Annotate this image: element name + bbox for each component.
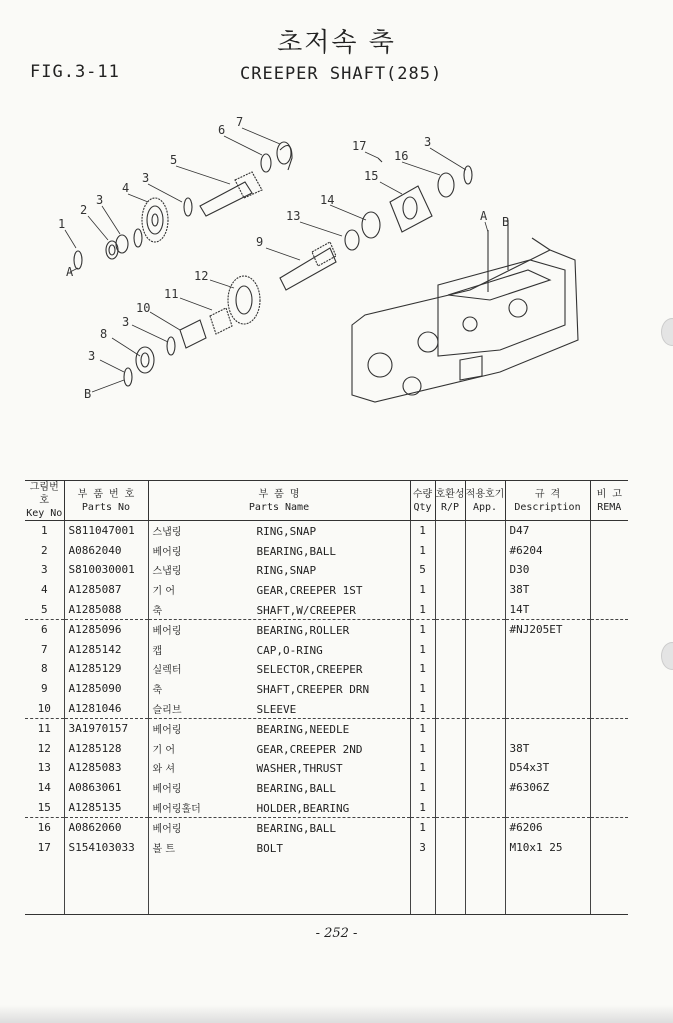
callout-label: B [84, 387, 92, 401]
app-cell [465, 599, 505, 619]
blank-cell [435, 857, 465, 915]
header-parts-no: 부 품 번 호 Parts No [64, 481, 148, 521]
korean-part-name: 볼 트 [152, 843, 175, 855]
app-cell [465, 580, 505, 600]
rp-cell [435, 560, 465, 580]
callout-label: 12 [194, 269, 209, 283]
part-no-cell: S810030001 [64, 560, 148, 580]
english-part-name: RING,SNAP [256, 525, 317, 539]
english-part-name: CAP,O-RING [256, 643, 323, 657]
korean-name-cell [148, 619, 410, 639]
remarks-cell [590, 599, 628, 619]
key-no-cell: 1 [40, 524, 48, 538]
callout-label: 3 [88, 349, 96, 363]
snap-ring-part [74, 251, 82, 269]
key-no-cell: 11 [37, 722, 51, 736]
qty-cell: 1 [410, 640, 435, 660]
blank-cell [590, 857, 628, 915]
callout-labels [58, 115, 509, 401]
korean-part-name: 베어링 [152, 784, 182, 796]
table-row [25, 778, 628, 798]
rp-cell [435, 758, 465, 778]
rp-cell [435, 838, 465, 858]
qty-cell: 1 [410, 817, 435, 837]
callout-label: 13 [286, 209, 301, 223]
table-row [25, 521, 628, 541]
part-no-cell: A1285090 [64, 679, 148, 699]
part-no-cell: A1285142 [64, 640, 148, 660]
callout-label: 17 [352, 139, 367, 153]
app-cell [465, 718, 505, 738]
remarks-cell [590, 698, 628, 718]
korean-part-name: 기 어 [152, 586, 175, 598]
description-cell: 14T [505, 599, 590, 619]
part-no-cell: A0863061 [64, 778, 148, 798]
header-rp: 호환성 R/P [435, 481, 465, 521]
english-part-name: RING,SNAP [256, 564, 317, 578]
table-row [25, 739, 628, 759]
table-row [25, 838, 628, 858]
rp-cell [435, 619, 465, 639]
callout-label: 15 [364, 169, 379, 183]
app-cell [465, 619, 505, 639]
english-part-name: BOLT [256, 841, 283, 855]
rp-cell [435, 541, 465, 561]
korean-part-name: 캡 [152, 645, 163, 657]
key-no-cell: 14 [37, 781, 51, 795]
table-blank-row [25, 857, 628, 915]
callout-label: 7 [236, 115, 244, 129]
app-cell [465, 659, 505, 679]
table-row [25, 599, 628, 619]
creeper-shaft-assembly [74, 142, 292, 269]
korean-name-cell [148, 797, 410, 817]
table-row [25, 679, 628, 699]
part-no-cell: A1285088 [64, 599, 148, 619]
rp-cell [435, 817, 465, 837]
qty-cell: 1 [410, 659, 435, 679]
rp-cell [435, 599, 465, 619]
callout-label: 4 [122, 181, 130, 195]
description-cell: 38T [505, 739, 590, 759]
korean-name-cell [148, 541, 410, 561]
app-cell [465, 560, 505, 580]
korean-name-cell [148, 580, 410, 600]
key-no-cell: 15 [25, 797, 64, 817]
qty-cell: 1 [410, 541, 435, 561]
korean-name-cell [148, 758, 410, 778]
callout-label: 5 [170, 153, 178, 167]
english-part-name: BEARING,BALL [256, 782, 336, 796]
part-no-cell: A1285129 [64, 659, 148, 679]
rp-cell [435, 739, 465, 759]
callout-label: 2 [80, 203, 88, 217]
korean-name-cell [148, 560, 410, 580]
rp-cell [435, 778, 465, 798]
part-no-cell: S154103033 [64, 838, 148, 858]
remarks-cell [590, 817, 628, 837]
app-cell [465, 679, 505, 699]
binder-punch-hole [661, 642, 673, 670]
leader-lines [65, 128, 508, 392]
table-row [25, 758, 628, 778]
part-no-cell: S811047001 [64, 521, 148, 541]
blank-cell [505, 857, 590, 915]
description-cell: #6306Z [505, 778, 590, 798]
korean-name-cell [148, 739, 410, 759]
blank-cell [25, 857, 64, 915]
korean-part-name: 베어링 [152, 725, 182, 737]
callout-label: A [480, 209, 488, 223]
key-no-cell: 10 [25, 698, 64, 718]
app-cell [465, 778, 505, 798]
blank-cell [465, 857, 505, 915]
key-no-cell: 2 [40, 543, 48, 557]
header-parts-name: 부 품 명 Parts Name [148, 481, 410, 521]
description-cell [505, 679, 590, 699]
table-row [25, 817, 628, 837]
english-part-name: GEAR,CREEPER 1ST [256, 584, 363, 598]
rp-cell [435, 521, 465, 541]
remarks-cell [590, 560, 628, 580]
part-no-cell: 3A1970157 [64, 718, 148, 738]
qty-cell: 1 [410, 778, 435, 798]
key-no-cell: 13 [37, 761, 51, 775]
remarks-cell [590, 619, 628, 639]
creeper-drive-shaft-assembly [124, 158, 472, 386]
blank-cell [410, 857, 435, 915]
qty-cell: 5 [410, 560, 435, 580]
description-cell [505, 640, 590, 660]
description-cell [505, 718, 590, 738]
korean-part-name: 실렉터 [152, 665, 182, 677]
app-cell [465, 838, 505, 858]
app-cell [465, 521, 505, 541]
rp-cell [435, 679, 465, 699]
rp-cell [435, 698, 465, 718]
description-cell [505, 797, 590, 817]
part-no-cell: A1285087 [64, 580, 148, 600]
exploded-parts-diagram [30, 110, 640, 410]
figure-label: FIG.3-11 [30, 62, 120, 82]
qty-cell: 1 [410, 718, 435, 738]
korean-name-cell [148, 718, 410, 738]
english-part-name: SHAFT,W/CREEPER [256, 603, 356, 617]
key-no-cell: 7 [40, 642, 48, 656]
english-part-name: SELECTOR,CREEPER [256, 663, 363, 677]
part-no-cell: A1285135 [64, 797, 148, 817]
remarks-cell [590, 797, 628, 817]
korean-part-name: 축 [152, 605, 163, 617]
korean-part-name: 스냅링 [152, 566, 182, 578]
qty-cell: 1 [410, 599, 435, 619]
callout-label: A [66, 265, 74, 279]
callout-label: 10 [136, 301, 151, 315]
remarks-cell [590, 640, 628, 660]
table-row [25, 718, 628, 738]
parts-list-table [25, 480, 628, 915]
key-no-cell: 17 [37, 840, 51, 854]
key-no-cell: 3 [40, 563, 48, 577]
part-no-cell: A0862060 [64, 817, 148, 837]
app-cell [465, 758, 505, 778]
english-part-name: BEARING,NEEDLE [256, 723, 350, 737]
qty-cell: 1 [410, 739, 435, 759]
description-cell: #6206 [505, 817, 590, 837]
table-row [25, 619, 628, 639]
key-no-cell: 5 [25, 599, 64, 619]
korean-name-cell [148, 817, 410, 837]
qty-cell: 1 [410, 619, 435, 639]
remarks-cell [590, 679, 628, 699]
description-cell: M10x1 25 [505, 838, 590, 858]
english-part-name: BEARING,ROLLER [256, 624, 350, 638]
callout-label: B [502, 215, 510, 229]
app-cell [465, 797, 505, 817]
korean-part-name: 베어링 [152, 626, 182, 638]
korean-name-cell [148, 838, 410, 858]
qty-cell: 3 [410, 838, 435, 858]
table-header-row [25, 481, 628, 521]
korean-name-cell [148, 698, 410, 718]
header-qty: 수량 Qty [410, 481, 435, 521]
callout-label: 11 [164, 287, 179, 301]
table-row [25, 560, 628, 580]
callout-label: 3 [96, 193, 104, 207]
rp-cell [435, 718, 465, 738]
part-no-cell: A1281046 [64, 698, 148, 718]
qty-cell: 1 [410, 797, 435, 817]
app-cell [465, 817, 505, 837]
description-cell [505, 698, 590, 718]
qty-cell: 1 [410, 679, 435, 699]
callout-label: 16 [394, 149, 409, 163]
bearing-holder-part [390, 186, 432, 232]
callout-label: 8 [100, 327, 108, 341]
blank-cell [148, 857, 410, 915]
english-part-name: SHAFT,CREEPER DRN [256, 683, 370, 697]
rp-cell [435, 580, 465, 600]
english-part-name: WASHER,THRUST [256, 762, 343, 776]
key-no-cell: 4 [40, 583, 48, 597]
rp-cell [435, 640, 465, 660]
key-no-cell: 16 [37, 821, 51, 835]
header-app: 적용호기 App. [465, 481, 505, 521]
part-no-cell: A1285096 [64, 619, 148, 639]
table-row [25, 659, 628, 679]
callout-label: 14 [320, 193, 335, 207]
header-description: 규 격 Description [505, 481, 590, 521]
callout-label: 3 [122, 315, 130, 329]
korean-part-name: 축 [152, 685, 163, 697]
korean-name-cell [148, 521, 410, 541]
part-no-cell: A1285128 [64, 739, 148, 759]
part-no-cell: A1285083 [64, 758, 148, 778]
remarks-cell [590, 659, 628, 679]
description-cell: 38T [505, 580, 590, 600]
table-row [25, 541, 628, 561]
description-cell: #NJ205ET [505, 619, 590, 639]
table-row [25, 640, 628, 660]
app-cell [465, 698, 505, 718]
app-cell [465, 640, 505, 660]
korean-part-name: 베어링 [152, 824, 182, 836]
remarks-cell [590, 521, 628, 541]
remarks-cell [590, 718, 628, 738]
gear-part [142, 198, 168, 242]
shaft-part [200, 182, 252, 216]
english-part-name: BEARING,BALL [256, 544, 336, 558]
description-cell: D47 [505, 521, 590, 541]
qty-cell: 1 [410, 758, 435, 778]
description-cell [505, 659, 590, 679]
scan-edge [0, 1005, 673, 1023]
remarks-cell [590, 541, 628, 561]
header-remarks: 비 고 REMA [590, 481, 628, 521]
key-no-cell: 8 [40, 662, 48, 676]
description-cell: D30 [505, 560, 590, 580]
korean-part-name: 스냅링 [152, 527, 182, 539]
table-row [25, 797, 628, 817]
remarks-cell [590, 838, 628, 858]
korean-name-cell [148, 659, 410, 679]
english-part-name: HOLDER,BEARING [256, 801, 350, 815]
korean-part-name: 기 어 [152, 744, 175, 756]
key-no-cell: 9 [40, 682, 48, 696]
callout-label: 3 [142, 171, 150, 185]
callout-label: 1 [58, 217, 66, 231]
qty-cell: 1 [410, 580, 435, 600]
korean-name-cell [148, 679, 410, 699]
callout-label: 3 [424, 135, 432, 149]
key-no-cell: 6 [40, 623, 48, 637]
remarks-cell [590, 580, 628, 600]
english-part-name: BEARING,BALL [256, 822, 336, 836]
remarks-cell [590, 739, 628, 759]
app-cell [465, 739, 505, 759]
header-key-no: 그림번호 Key No [26, 482, 63, 519]
qty-cell: 1 [410, 698, 435, 718]
table-row [25, 698, 628, 718]
remarks-cell [590, 758, 628, 778]
korean-part-name: 베어링 [152, 546, 182, 558]
page-number: - 252 - [315, 926, 358, 941]
page-title-english: CREEPER SHAFT(285) [240, 64, 443, 84]
korean-name-cell [148, 778, 410, 798]
korean-part-name: 와 셔 [152, 764, 175, 776]
english-part-name: SLEEVE [256, 702, 297, 716]
page-title-korean: 초저속 축 [277, 28, 396, 58]
korean-name-cell [148, 640, 410, 660]
qty-cell: 1 [410, 521, 435, 541]
korean-part-name: 슬리브 [152, 704, 182, 716]
korean-name-cell [148, 599, 410, 619]
korean-part-name: 베어링홀더 [152, 803, 201, 815]
part-no-cell: A0862040 [64, 541, 148, 561]
description-cell: D54x3T [505, 758, 590, 778]
drive-shaft-part [280, 248, 336, 290]
callout-label: 6 [218, 123, 226, 137]
app-cell [465, 541, 505, 561]
key-no-cell: 12 [37, 741, 51, 755]
rp-cell [435, 797, 465, 817]
transmission-housing [352, 220, 578, 402]
description-cell: #6204 [505, 541, 590, 561]
blank-cell [64, 857, 148, 915]
remarks-cell [590, 778, 628, 798]
english-part-name: GEAR,CREEPER 2ND [256, 742, 363, 756]
binder-punch-hole [661, 318, 673, 346]
table-row [25, 580, 628, 600]
rp-cell [435, 659, 465, 679]
callout-label: 9 [256, 235, 264, 249]
